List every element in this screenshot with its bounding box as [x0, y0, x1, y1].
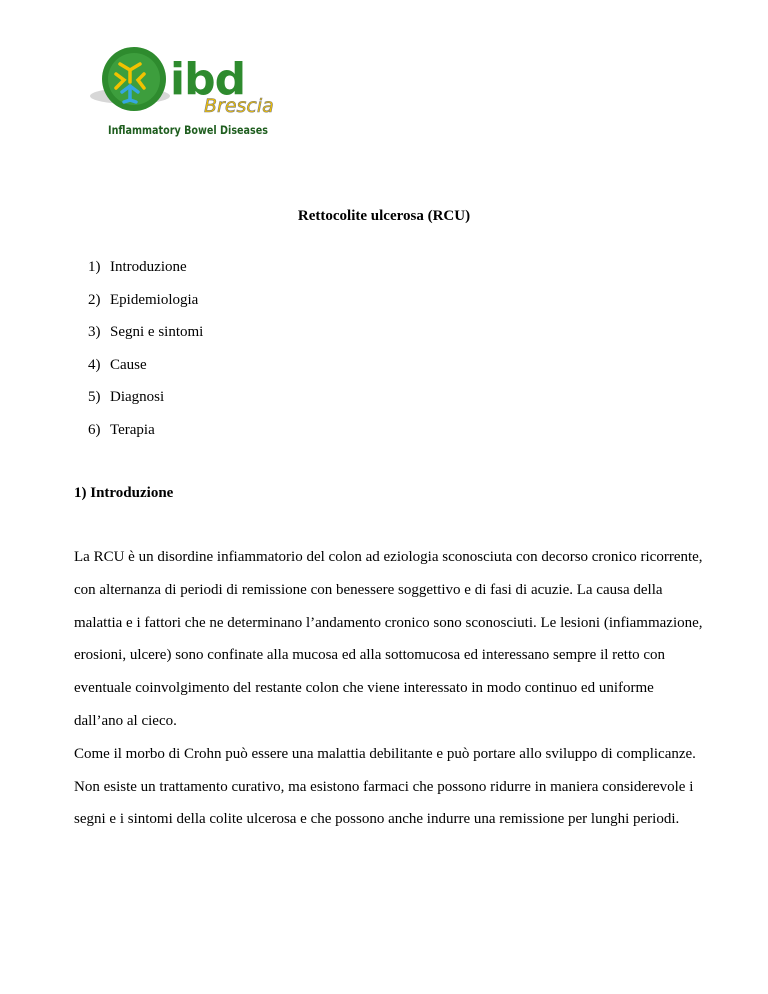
logo-city: Brescia	[204, 95, 274, 117]
toc-item: 5) Diagnosi	[88, 389, 165, 406]
paragraph: La RCU è un disordine infiammatorio del colon ad eziologia sconosciuta con decorso cronico ricorrente, con alternanza di periodi di remissione con benessere soggettivo e di fasi di acuzie. La causa della malattia e i fattori che ne determinano l’andamento cronico sono sconosciuti. Le lesioni (infiammazione, erosioni, ulcere) sono confinate alla mucosa ed alla sottomucosa ed interessano sempre il retto con eventuale coinvolgimento del restante colon che viene interessato in modo continuo ed uniforme dall’ano al cieco.	[74, 549, 703, 729]
toc-item-label: Diagnosi	[110, 389, 165, 406]
toc-item-label: Introduzione	[110, 259, 187, 275]
table-of-contents	[88, 258, 203, 454]
document-title: Rettocolite ulcerosa (RCU)	[297, 208, 471, 224]
paragraph: Come il morbo di Crohn può essere una malattia debilitante e può portare allo sviluppo di complicanze.	[74, 745, 696, 762]
logo-tagline: Inflammatory Bowel Diseases	[108, 123, 269, 137]
logo-wordmark: ibd	[170, 54, 246, 105]
toc-item-label: Cause	[110, 356, 147, 373]
toc-item-label: Terapia	[110, 421, 155, 438]
toc-item: 6) Terapia	[88, 421, 155, 438]
toc-item: 4) Cause	[88, 356, 147, 373]
toc-item-label: Segni e sintomi	[110, 324, 204, 341]
toc-item: 1) Introduzione	[88, 259, 187, 275]
toc-item-label: Epidemiologia	[110, 291, 199, 308]
toc-item: 2) Epidemiologia	[88, 291, 199, 308]
ibd-brescia-logo	[86, 44, 286, 140]
paragraph: Non esiste un trattamento curativo, ma esistono farmaci che possono ridurre in maniera considerevole i segni e i sintomi della colite ulcerosa e che possono anche indurre una remissione per lunghi periodi.	[74, 778, 694, 828]
section-heading: 1) Introduzione	[74, 485, 174, 501]
section-body	[74, 541, 704, 836]
toc-item: 3) Segni e sintomi	[88, 324, 204, 341]
